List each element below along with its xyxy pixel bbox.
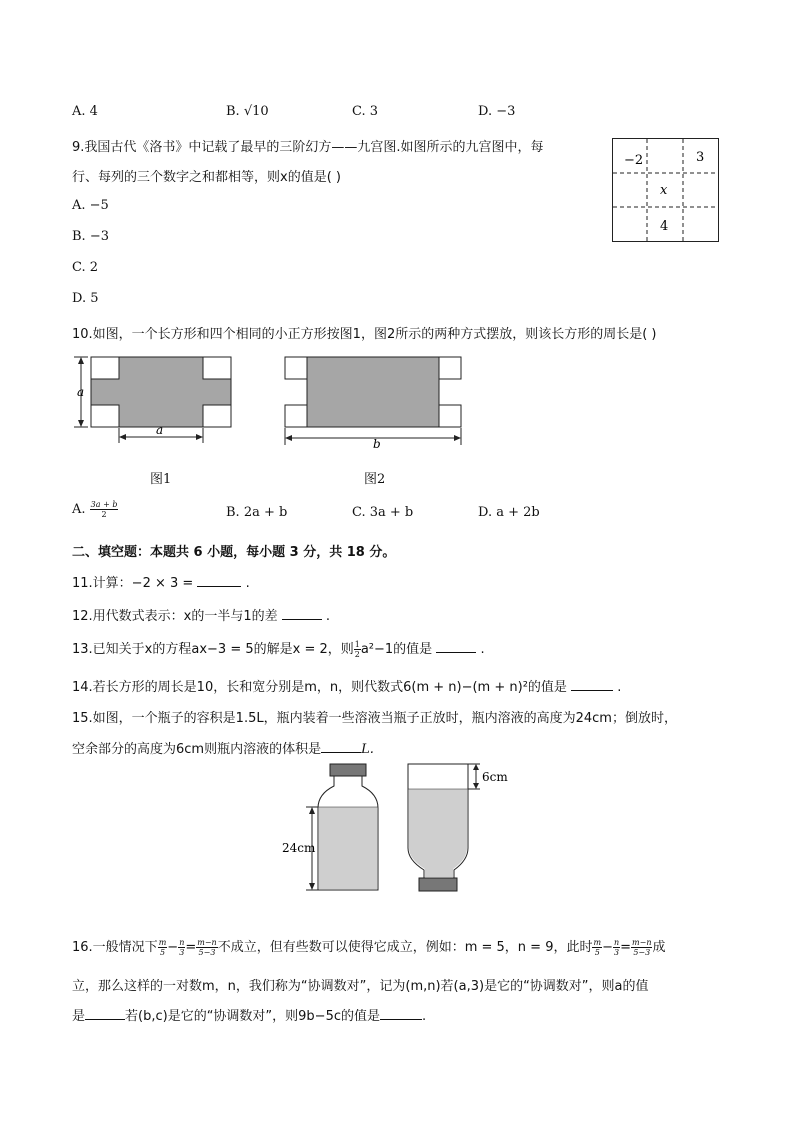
- q16-answer-blank-1[interactable]: [85, 1008, 125, 1020]
- q11-answer-blank[interactable]: [197, 575, 241, 587]
- q16-frac-n3: $\frac{n}{3}$: [179, 938, 185, 957]
- q9-option-c: C. 2: [72, 260, 99, 275]
- q11-text: 11.计算：−2 × 3 =: [72, 576, 194, 591]
- q16-frac-n3-b: $\frac{n}{3}$: [613, 938, 620, 957]
- q9-stem-line1: 9.我国古代《洛书》中记载了最早的三阶幻方——九宫图.如图所示的九宫图中，每: [72, 140, 544, 155]
- q16-line3-pre: 是: [72, 1009, 86, 1024]
- q10-option-a-frac: $\frac{3a + b}{2}$: [90, 500, 118, 519]
- q16-answer-blank-2[interactable]: [380, 1008, 422, 1020]
- bottle-label-6cm: 6cm: [482, 770, 508, 784]
- q14-answer-blank[interactable]: [571, 679, 613, 691]
- q15-line2: [72, 738, 374, 757]
- q13-end: .: [480, 642, 485, 657]
- q16-line2: 立，那么这样的一对数m，n，我们称为“协调数对”，记为(m,n)若(a,3)是它的“协调数对”，则a的值: [72, 979, 649, 994]
- q12-end: .: [325, 609, 331, 624]
- fig1-label-a-bottom: a: [156, 423, 164, 437]
- q16-line1: [72, 936, 666, 957]
- fig2-label-b: b: [373, 437, 381, 450]
- q10-option-a-label: A.: [72, 502, 86, 517]
- fig2-caption: 图2: [364, 472, 386, 487]
- fig1-label-a-side: a: [77, 385, 85, 399]
- q11: [72, 572, 250, 591]
- magic-square-figure: [612, 138, 720, 244]
- q13-post: a²−1的值是: [360, 642, 433, 657]
- q12-answer-blank[interactable]: [282, 608, 322, 620]
- q9-option-d: D. 5: [72, 291, 99, 306]
- q8-option-b: B. √10: [226, 104, 269, 119]
- q16-frac-mn: $\frac{m-n}{5-3}$: [197, 938, 217, 957]
- q15-bottle-figure: [276, 760, 536, 900]
- q15-end: L.: [361, 742, 374, 757]
- grid-bottom-mid: 4: [660, 219, 669, 234]
- q13-answer-blank[interactable]: [436, 641, 476, 653]
- q16-equals: =: [185, 940, 197, 955]
- q16-frac-m5: $\frac{m}{5}$: [158, 938, 167, 957]
- q13-pre: 13.已知关于x的方程ax−3 = 5的解是x = 2，则: [72, 642, 354, 657]
- q16-equals-b: =: [620, 940, 632, 955]
- q16-frac-m5-b: $\frac{m}{5}$: [593, 938, 602, 957]
- bottle-label-24cm: 24cm: [282, 841, 316, 855]
- q16-mid: 不成立，但有些数可以使得它成立，例如：m = 5，n = 9，此时: [217, 940, 593, 955]
- q8-option-c: C. 3: [352, 104, 379, 119]
- q16-line3: [72, 1005, 426, 1024]
- q13-frac: $\frac{1}{2}$: [354, 640, 360, 659]
- q11-end: .: [245, 576, 250, 591]
- q13: [72, 638, 485, 659]
- q9-option-a: A. −5: [72, 198, 109, 213]
- q10-figure-1: [70, 350, 240, 450]
- q12: [72, 605, 330, 624]
- grid-center: x: [660, 183, 668, 198]
- q9-option-b: B. −3: [72, 229, 109, 244]
- q15-line2-text: 空余部分的高度为6cm则瓶内溶液的体积是: [72, 742, 322, 757]
- q16-frac-mn-b: $\frac{m-n}{5-3}$: [632, 938, 652, 957]
- q14-text: 14.若长方形的周长是10，长和宽分别是m，n，则代数式6(m + n)−(m + n)²的值是: [72, 680, 567, 695]
- q8-option-a: A. 4: [72, 104, 98, 119]
- q16-post: 成: [652, 940, 666, 955]
- q16-line3-end: .: [422, 1009, 427, 1024]
- q12-text: 12.用代数式表示：x的一半与1的差: [72, 609, 278, 624]
- fig1-caption: 图1: [150, 472, 172, 487]
- q10-option-d: D. a + 2b: [478, 505, 540, 520]
- q9-stem-line2: 行、每列的三个数字之和都相等，则x的值是( ): [72, 170, 341, 185]
- grid-top-left: −2: [624, 153, 644, 168]
- q10-option-c: C. 3a + b: [352, 505, 414, 520]
- q16-minus: −: [167, 940, 179, 955]
- q8-option-d: D. −3: [478, 104, 516, 119]
- q10-figure-2: [282, 350, 472, 450]
- q10-option-b: B. 2a + b: [226, 505, 288, 520]
- q14: [72, 676, 621, 695]
- q16-pre: 16.一般情况下: [72, 940, 158, 955]
- q10-option-a: [72, 500, 118, 519]
- q10-stem: 10.如图，一个长方形和四个相同的小正方形按图1，图2所示的两种方式摆放，则该长方形的周长是( ): [72, 327, 657, 342]
- q16-minus-b: −: [602, 940, 613, 955]
- q15-line1: 15.如图，一个瓶子的容积是1.5L，瓶内装着一些溶液当瓶子正放时，瓶内溶液的高度为24cm；倒放时，: [72, 711, 677, 726]
- q14-end: .: [617, 680, 622, 695]
- q16-line3-mid: 若(b,c)是它的“协调数对”，则9b−5c的值是: [125, 1009, 380, 1024]
- grid-top-right: 3: [696, 150, 705, 165]
- q15-answer-blank[interactable]: [321, 741, 361, 753]
- section-title: 二、填空题：本题共 6 小题，每小题 3 分，共 18 分。: [72, 545, 396, 560]
